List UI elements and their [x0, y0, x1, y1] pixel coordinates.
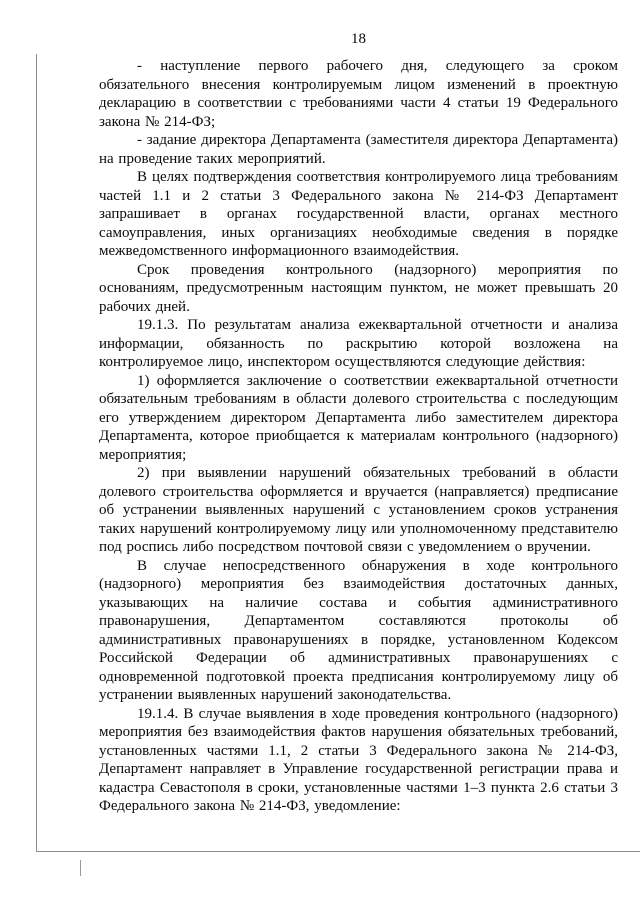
paragraph-body-2: Срок проведения контрольного (надзорного) мероприятия по основаниям, предусмотренным настоящим пунктом, не может превышать 20 рабочих дней. [99, 261, 618, 315]
scan-edge-bottom [36, 851, 640, 852]
paragraph-dash-item-2: - задание директора Департамента (заместителя директора Департамента) на проведение таких мероприятий. [99, 132, 618, 167]
paragraph-dash-item-1: - наступление первого рабочего дня, следующего за сроком обязательного внесения контролируемым лицом изменений в проектную декларацию в соответствии с требованиями части 4 статьи 19 Федерального закона № 214-ФЗ; [99, 58, 618, 130]
paragraph-clause-19-1-4: 19.1.4. В случае выявления в ходе проведения контрольного (надзорного) мероприятия без взаимодействия фактов нарушения обязательных требований, установленных частями 1.1, 2 статьи 3 Федерального закона № 214-ФЗ, Департамент направляет в Управление государственной регистрации права и кадастра Севастополя в сроки, установленные частями 1–3 пункта 2.6 статьи 3 Федерального закона № 214-ФЗ, уведомление: [99, 705, 618, 814]
page-number: 18 [351, 31, 366, 47]
paragraph-clause-19-1-3: 19.1.3. По результатам анализа ежеквартальной отчетности и анализа информации, обязанность по раскрытию которой возложена на контролируемое лицо, инспектором осуществляются следующие действия: [99, 317, 618, 370]
paragraph-subitem-1: 1) оформляется заключение о соответствии ежеквартальной отчетности обязательным требованиям в области долевого строительства с последующим его утверждением директором Департамента либо заместителем директора Департамента, которое приобщается к материалам контрольного (надзорного) мероприятия; [99, 372, 618, 463]
paragraph-subitem-2: 2) при выявлении нарушений обязательных требований в области долевого строительства оформляется и вручается (направляется) предписание об устранении выявленных нарушений с установлением сроков устранения таких нарушений контролируемому лицу или уполномоченному представителю под роспись либо посредством почтовой связи с уведомлением о вручении. [99, 465, 618, 555]
scan-edge-left [36, 54, 37, 852]
paragraph-body-1: В целях подтверждения соответствия контролируемого лица требованиям частей 1.1 и 2 статьи 3 Федерального закона № 214-ФЗ Департамент запрашивает в органах государственной власти, органах местного самоуправления, иных организациях необходимые сведения в порядке межведомственного информационного взаимодействия. [99, 169, 618, 259]
paragraph-body-3: В случае непосредственного обнаружения в ходе контрольного (надзорного) мероприятия без взаимодействия достаточных данных, указывающих на наличие состава и события административного правонарушения, Департаментом составляются протоколы об административных правонарушениях в порядке, установленном Кодексом Российской Федерации об административных правонарушениях с одновременной подготовкой проекта предписания контролируемому лицу об устранении выявленных нарушений законодательства. [99, 557, 618, 703]
text-block [99, 57, 618, 816]
scan-mark [80, 860, 81, 876]
